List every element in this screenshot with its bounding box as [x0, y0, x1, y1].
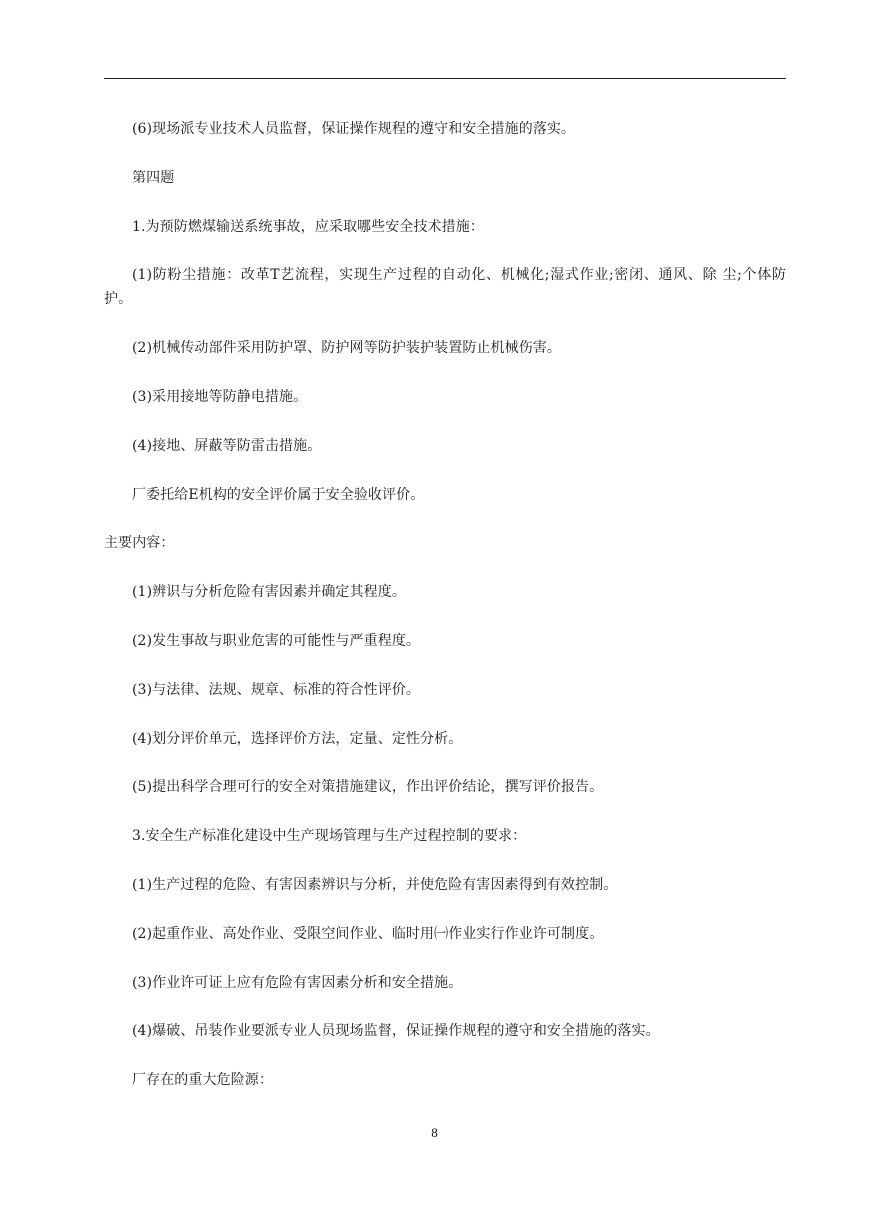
header-rule: [104, 78, 786, 79]
content-item-3: (3)与法律、法规、规章、标准的符合性评价。: [132, 681, 421, 698]
requirement-item-2: (2)起重作业、高处作业、受限空间作业、临时用㈠作业实行作业许可制度。: [132, 925, 604, 942]
measure-item-4: (4)接地、屏蔽等防雷击措施。: [132, 437, 322, 454]
content-item-2: (2)发生事故与职业危害的可能性与严重程度。: [132, 632, 421, 649]
content-item-5: (5)提出科学合理可行的安全对策措施建议，作出评价结论，撰写评价报告。: [132, 779, 604, 796]
major-hazard-heading: 厂存在的重大危险源：: [132, 1072, 273, 1089]
requirement-item-1: (1)生产过程的危险、有害因素辨识与分析，并使危险有害因素得到有效控制。: [132, 876, 618, 893]
document-body: [104, 117, 786, 1117]
question-1-heading: 1.为预防燃煤输送系统事故，应采取哪些安全技术措施：: [132, 218, 484, 235]
content-item-4: (4)划分评价单元，选择评价方法，定量、定性分析。: [132, 730, 463, 747]
content-item-1: (1)辨识与分析危险有害因素并确定其程度。: [132, 584, 406, 601]
measure-item-1: (1)防粉尘措施：改革T艺流程，实现生产过程的自动化、机械化;湿式作业;密闭、通风、除 尘;个体防护。: [104, 267, 786, 308]
section-heading-question-4: 第四题: [132, 169, 175, 186]
requirement-item-4: (4)爆破、吊装作业要派专业人员现场监督，保证操作规程的遵守和安全措施的落实。: [132, 1023, 660, 1040]
measure-item-2: (2)机械传动部件采用防护罩、防护网等防护装护装置防止机械伤害。: [132, 340, 562, 357]
question-3-heading: 3.安全生产标准化建设中生产现场管理与生产过程控制的要求：: [132, 828, 527, 845]
evaluation-type-statement: 厂委托给E机构的安全评价属于安全验收评价。: [132, 486, 425, 503]
requirement-item-3: (3)作业许可证上应有危险有害因素分析和安全措施。: [132, 974, 463, 991]
page-number: 8: [431, 1125, 438, 1140]
main-content-heading: 主要内容：: [104, 535, 175, 552]
measure-item-3: (3)采用接地等防静电措施。: [132, 388, 308, 405]
paragraph-supervision-6: (6)现场派专业技术人员监督，保证操作规程的遵守和安全措施的落实。: [132, 121, 576, 137]
